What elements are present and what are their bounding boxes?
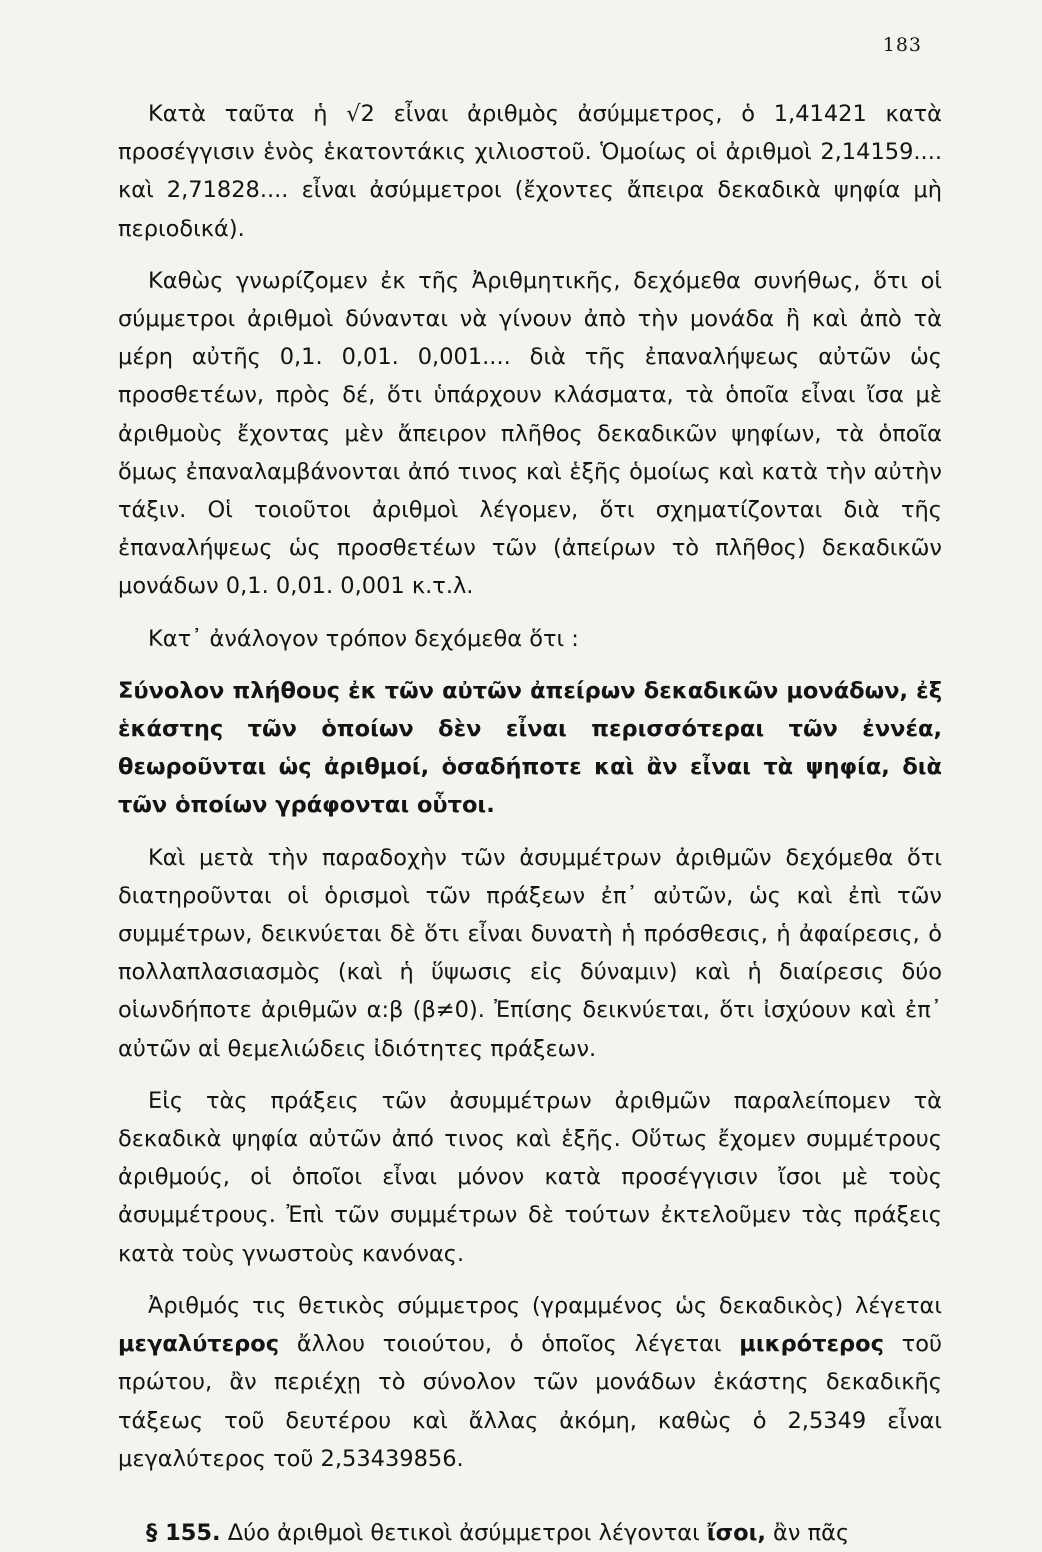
comparison-text-1: Ἀριθμός τις θετικὸς σύμμετρος (γραμμένος ὡς δεκαδικὸς) λέγεται [148, 1292, 942, 1319]
comparison-text-2: ἄλλου τοιούτου, ὁ ὁποῖος λέγεται [279, 1331, 740, 1358]
comparison-text-3: τοῦ πρώτου, ἂν περιέχῃ τὸ σύνολον τῶν μονάδων ἑκάστης δεκαδικῆς τάξεως τοῦ δευτέρου καὶ ἄλλας ἀκόμη, καθὼς ὁ 2,5349 εἶναι μεγαλύτερος τοῦ 2,53439856. [118, 1331, 942, 1472]
paragraph-approximation: Εἰς τὰς πράξεις τῶν ἀσυμμέτρων ἀριθμῶν παραλείπομεν τὰ δεκαδικὰ ψηφία αὐτῶν ἀπό τινος καὶ ἑξῆς. Οὕτως ἔχομεν συμμέτρους ἀριθμούς, οἱ ὁποῖοι εἶναι μόνον κατὰ προσέγγισιν ἴσοι μὲ τοὺς ἀσυμμέτρους. Ἐπὶ τῶν συμμέτρων δὲ τούτων ἐκτελοῦμεν τὰς πράξεις κατὰ τοὺς γνωστοὺς κανόνας. [118, 1087, 942, 1267]
paragraph-comparison [118, 1287, 942, 1478]
term-equal: ἴσοι, [706, 1519, 766, 1546]
body-text [118, 95, 942, 1552]
section-text-2: ἂν πᾶς [765, 1519, 850, 1546]
term-smaller: μικρότερος [739, 1331, 884, 1358]
paragraph-section-155 [118, 1514, 942, 1552]
section-number: § 155. [146, 1519, 221, 1546]
paragraph-commensurable: Καθὼς γνωρίζομεν ἐκ τῆς Ἀριθμητικῆς, δεχόμεθα συνήθως, ὅτι οἱ σύμμετροι ἀριθμοὶ δύνανται νὰ γίνουν ἀπὸ τὴν μονάδα ἢ καὶ ἀπὸ τὰ μέρη αὐτῆς 0,1. 0,01. 0,001.... διὰ τῆς ἐπαναλήψεως αὐτῶν ὡς προσθετέων, πρὸς δέ, ὅτι ὑπάρχουν κλάσματα, τὰ ὁποῖα εἶναι ἴσα μὲ ἀριθμοὺς ἔχοντας μὲν ἄπειρον πλῆθος δεκαδικῶν ψηφίων, τὰ ὁποῖα ὅμως ἐπαναλαμβάνονται ἀπό τινος καὶ ἑξῆς ὁμοίως καὶ κατὰ τὴν αὐτὴν τάξιν. Οἱ τοιοῦτοι ἀριθμοὶ λέγομεν, ὅτι σχηματίζονται διὰ τῆς ἐπαναλήψεως ὡς προσθετέων τῶν (ἀπείρων τὸ πλῆθος) δεκαδικῶν μονάδων 0,1. 0,01. 0,001 κ.τ.λ. [118, 267, 942, 600]
paragraph-operations: Καὶ μετὰ τὴν παραδοχὴν τῶν ἀσυμμέτρων ἀριθμῶν δεχόμεθα ὅτι διατηροῦνται οἱ ὁρισμοὶ τῶν πράξεων ἐπ᾽ αὐτῶν, ὡς καὶ ἐπὶ τῶν συμμέτρων, δεικνύεται δὲ ὅτι εἶναι δυνατὴ ἡ πρόσθεσις, ἡ ἀφαίρεσις, ὁ πολλαπλασιασμὸς (καὶ ἡ ὕψωσις εἰς δύναμιν) καὶ ἡ διαίρεσις δύο οἱωνδήποτε ἀριθμῶν α:β (β≠0). Ἐπίσης δεικνύεται, ὅτι ἰσχύουν καὶ ἐπ᾽ αὐτῶν αἱ θεμελιώδεις ἰδιότητες πράξεων. [118, 844, 942, 1062]
paragraph-sqrt2: Κατὰ ταῦτα ἡ √2 εἶναι ἀριθμὸς ἀσύμμετρος, ὁ 1,41421 κατὰ προσέγγισιν ἑνὸς ἑκατοντάκις χιλιοστοῦ. Ὁμοίως οἱ ἀριθμοὶ 2,14159.... καὶ 2,71828.... εἶναι ἀσύμμετροι (ἔχοντες ἄπειρα δεκαδικὰ ψηφία μὴ περιοδικά). [118, 101, 942, 242]
section-text-1: Δύο ἀριθμοὶ θετικοὶ ἀσύμμετροι λέγονται [220, 1519, 707, 1546]
paragraph-analogous: Κατ᾽ ἀνάλογον τρόπον δεχόμεθα ὅτι : [148, 625, 579, 652]
term-greater: μεγαλύτερος [118, 1331, 280, 1358]
paragraph-definition: Σύνολον πλήθους ἐκ τῶν αὐτῶν ἀπείρων δεκαδικῶν μονάδων, ἐξ ἑκάστης τῶν ὁποίων δὲν εἶναι περισσότεραι τῶν ἐννέα, θεωροῦνται ὡς ἀριθμοί, ὁσαδήποτε καὶ ἂν εἶναι τὰ ψηφία, διὰ τῶν ὁποίων γράφονται οὗτοι. [118, 677, 942, 819]
page-number: 183 [882, 34, 922, 56]
